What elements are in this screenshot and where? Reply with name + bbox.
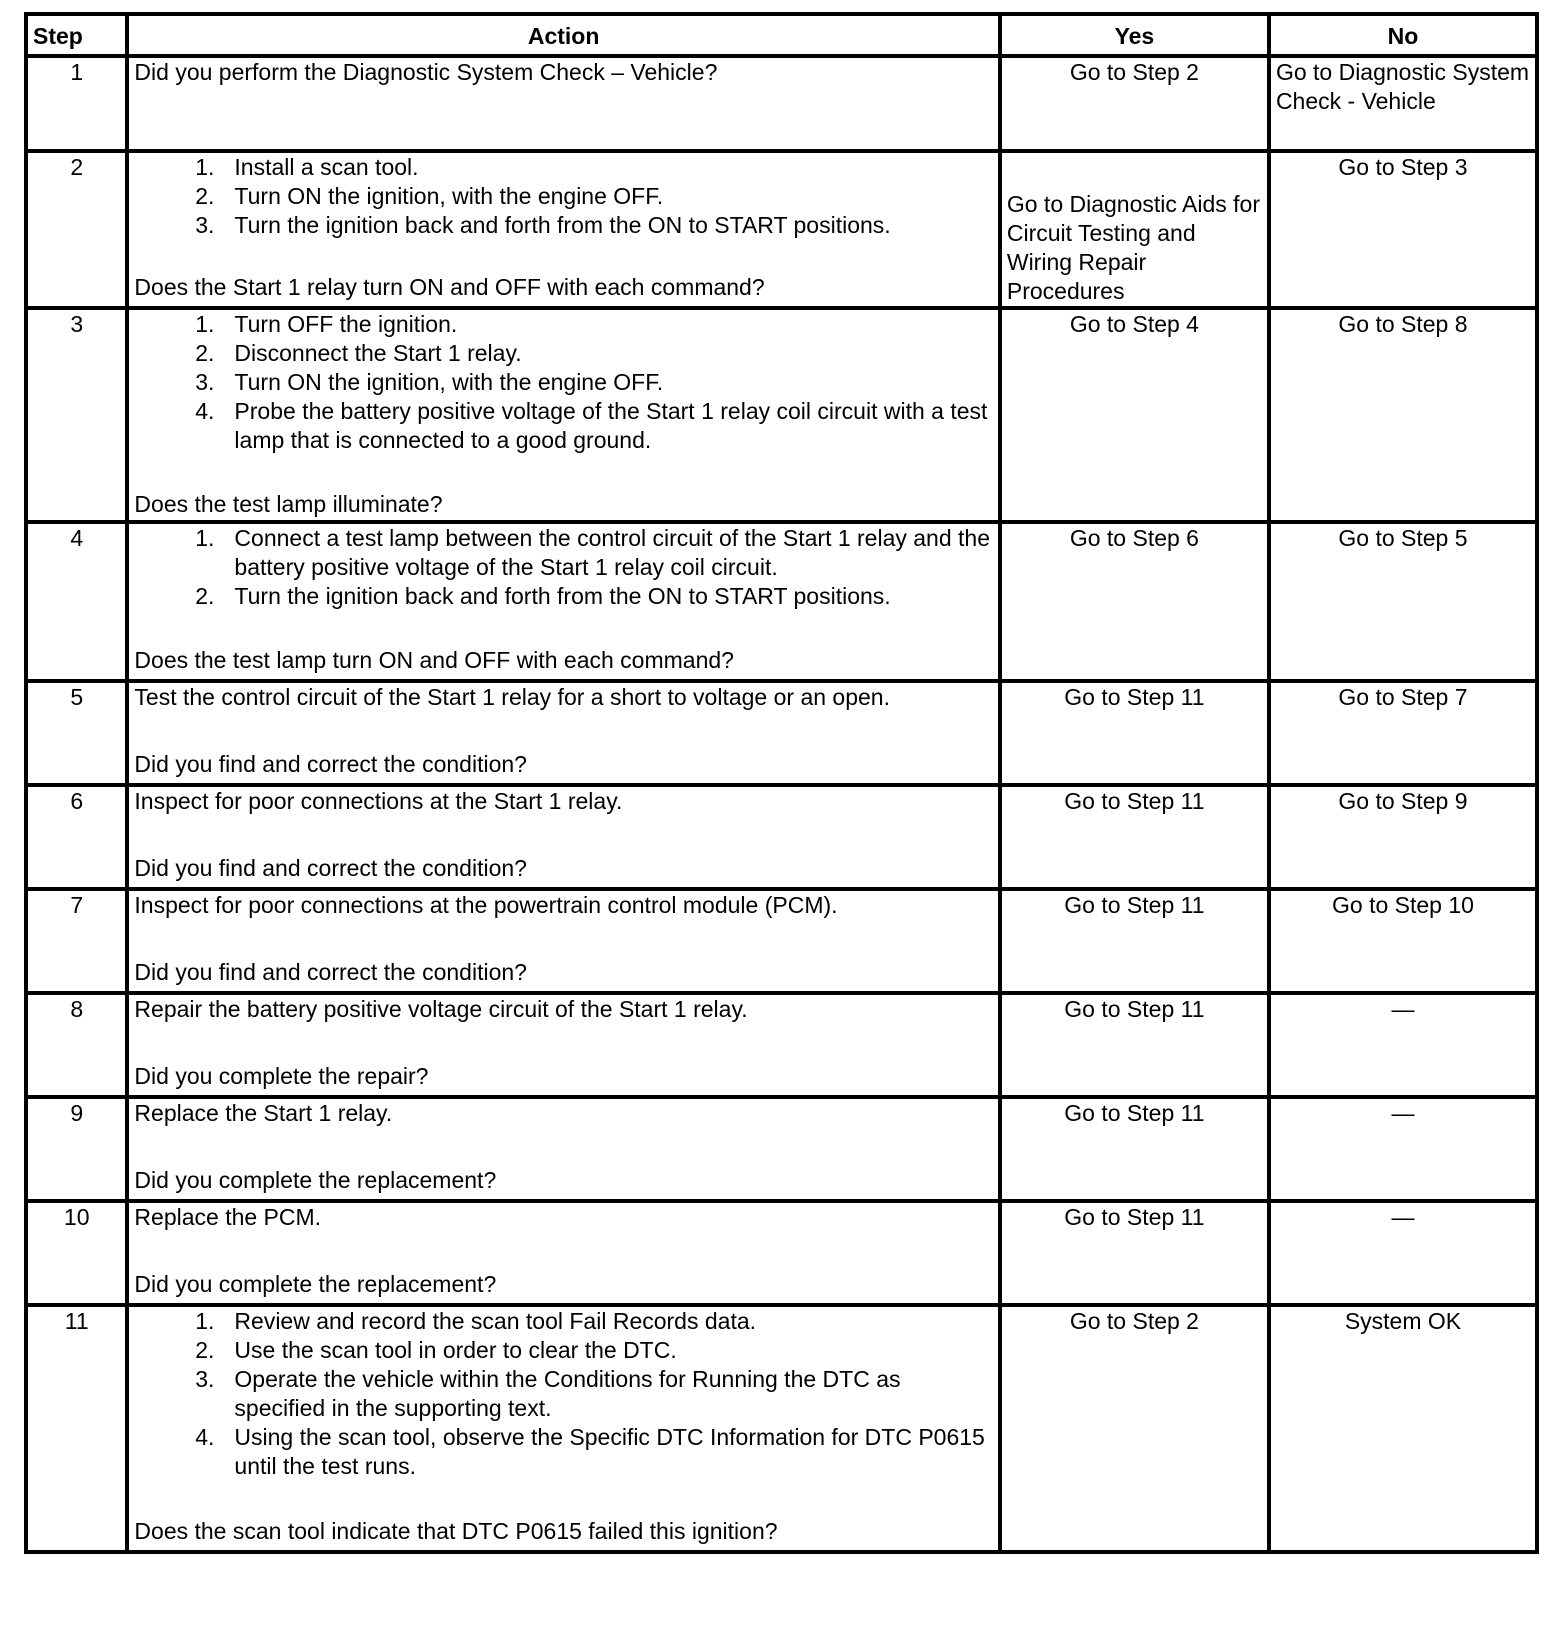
action-top: [134, 891, 992, 920]
action-cell: [127, 681, 999, 785]
step-number: 3: [26, 308, 127, 522]
action-step-number: 1.: [195, 154, 215, 180]
yes-cell: Go to Step 11: [1000, 889, 1269, 993]
action-content: [134, 1203, 992, 1299]
header-step: Step: [26, 14, 127, 56]
action-top: [134, 58, 992, 87]
action-step-text: Turn the ignition back and forth from the ON to START positions.: [234, 212, 891, 238]
action-content: [134, 524, 992, 675]
no-cell: Go to Step 9: [1269, 785, 1537, 889]
table-row-step-6: [26, 785, 1537, 889]
action-step-text: Probe the battery positive voltage of the Start 1 relay coil circuit with a test lamp that is connected to a good ground.: [234, 398, 988, 453]
action-question: Does the scan tool indicate that DTC P0615 failed this ignition?: [134, 1518, 778, 1544]
action-steps-list: [134, 524, 992, 611]
action-step-text: Turn the ignition back and forth from the ON to START positions.: [234, 583, 891, 609]
action-step-number: 1.: [195, 1308, 215, 1334]
step-number: 1: [26, 56, 127, 151]
action-step-text: Operate the vehicle within the Conditions for Running the DTC as specified in the supporting text.: [234, 1366, 901, 1421]
action-content: [134, 153, 992, 302]
action-cell: [127, 1305, 999, 1552]
action-cell: [127, 785, 999, 889]
action-step-item: [195, 1423, 992, 1481]
action-question: Did you find and correct the condition?: [134, 751, 527, 777]
action-question: Did you complete the replacement?: [134, 1167, 497, 1193]
action-step-text: Connect a test lamp between the control circuit of the Start 1 relay and the battery positive voltage of the Start 1 relay coil circuit.: [234, 525, 991, 580]
action-step-number: 2.: [195, 340, 215, 366]
action-content: [134, 891, 992, 987]
action-step-text: Disconnect the Start 1 relay.: [234, 340, 522, 366]
no-cell: Go to Step 7: [1269, 681, 1537, 785]
no-cell: Go to Step 3: [1269, 151, 1537, 308]
action-step-number: 1.: [195, 525, 215, 551]
action-step-item: [195, 397, 992, 455]
action-instruction: Inspect for poor connections at the Start 1 relay.: [134, 788, 623, 814]
action-instruction: Did you perform the Diagnostic System Check – Vehicle?: [134, 59, 718, 85]
action-step-number: 3.: [195, 212, 215, 238]
action-step-text: Turn OFF the ignition.: [234, 311, 458, 337]
yes-cell: Go to Step 4: [1000, 308, 1269, 522]
action-step-number: 3.: [195, 1366, 215, 1392]
action-step-item: [195, 524, 992, 582]
action-step-item: [195, 153, 992, 182]
action-question: Does the test lamp illuminate?: [134, 491, 443, 517]
action-step-text: Turn ON the ignition, with the engine OFF.: [234, 369, 664, 395]
table-row-step-10: [26, 1201, 1537, 1305]
action-step-text: Use the scan tool in order to clear the DTC.: [234, 1337, 677, 1363]
action-steps-list: [134, 153, 992, 240]
header-no: No: [1269, 14, 1537, 56]
action-step-item: [195, 310, 992, 339]
yes-cell: Go to Step 11: [1000, 785, 1269, 889]
action-instruction: Inspect for poor connections at the powertrain control module (PCM).: [134, 892, 838, 918]
action-step-number: 2.: [195, 583, 215, 609]
table-row-step-3: [26, 308, 1537, 522]
action-cell: [127, 522, 999, 681]
action-top: [134, 524, 992, 611]
action-content: [134, 1099, 992, 1195]
table-row-step-5: [26, 681, 1537, 785]
action-step-number: 4.: [195, 398, 215, 424]
action-step-number: 2.: [195, 183, 215, 209]
action-question: Did you complete the replacement?: [134, 1271, 497, 1297]
table-row-step-9: [26, 1097, 1537, 1201]
yes-cell: Go to Step 11: [1000, 1201, 1269, 1305]
action-steps-list: [134, 310, 992, 455]
action-step-text: Install a scan tool.: [234, 154, 419, 180]
no-cell: —: [1269, 993, 1537, 1097]
action-top: [134, 153, 992, 240]
no-cell: —: [1269, 1097, 1537, 1201]
no-cell: Go to Diagnostic System Check - Vehicle: [1269, 56, 1537, 151]
yes-cell: Go to Diagnostic Aids for Circuit Testing and Wiring Repair Procedures: [1000, 151, 1269, 308]
action-instruction: Repair the battery positive voltage circuit of the Start 1 relay.: [134, 996, 748, 1022]
no-cell: —: [1269, 1201, 1537, 1305]
no-cell: Go to Step 5: [1269, 522, 1537, 681]
action-cell: [127, 308, 999, 522]
action-instruction: Replace the Start 1 relay.: [134, 1100, 393, 1126]
table-row-step-11: [26, 1305, 1537, 1552]
yes-cell: Go to Step 2: [1000, 56, 1269, 151]
yes-cell: Go to Step 11: [1000, 993, 1269, 1097]
step-number: 5: [26, 681, 127, 785]
action-top: [134, 995, 992, 1024]
action-step-number: 4.: [195, 1424, 215, 1450]
action-step-item: [195, 582, 992, 611]
action-top: [134, 787, 992, 816]
step-number: 10: [26, 1201, 127, 1305]
table-row-step-2: [26, 151, 1537, 308]
action-cell: [127, 993, 999, 1097]
action-step-item: [195, 211, 992, 240]
action-step-number: 1.: [195, 311, 215, 337]
yes-cell: Go to Step 6: [1000, 522, 1269, 681]
step-number: 9: [26, 1097, 127, 1201]
action-step-item: [195, 1307, 992, 1336]
action-cell: [127, 56, 999, 151]
action-content: [134, 1307, 992, 1546]
action-steps-list: [134, 1307, 992, 1481]
action-cell: [127, 151, 999, 308]
action-instruction: Test the control circuit of the Start 1 relay for a short to voltage or an open.: [134, 684, 890, 710]
step-number: 2: [26, 151, 127, 308]
table-row-step-1: [26, 56, 1537, 151]
action-question: Did you complete the repair?: [134, 1063, 429, 1089]
action-top: [134, 310, 992, 455]
header-row: [26, 14, 1537, 56]
step-number: 11: [26, 1305, 127, 1552]
action-top: [134, 1307, 992, 1481]
action-top: [134, 1203, 992, 1232]
step-number: 4: [26, 522, 127, 681]
diagnostic-table-container: [24, 12, 1539, 1554]
header-yes: Yes: [1000, 14, 1269, 56]
action-question: Did you find and correct the condition?: [134, 855, 527, 881]
yes-cell: Go to Step 11: [1000, 681, 1269, 785]
action-content: [134, 58, 992, 145]
action-step-number: 3.: [195, 369, 215, 395]
action-top: [134, 1099, 992, 1128]
action-instruction: Replace the PCM.: [134, 1204, 322, 1230]
no-cell: System OK: [1269, 1305, 1537, 1552]
action-content: [134, 787, 992, 883]
action-step-number: 2.: [195, 1337, 215, 1363]
action-step-text: Review and record the scan tool Fail Records data.: [234, 1308, 757, 1334]
table-row-step-4: [26, 522, 1537, 681]
action-top: [134, 683, 992, 712]
action-step-item: [195, 1365, 992, 1423]
header-action: Action: [127, 14, 999, 56]
action-cell: [127, 889, 999, 993]
step-number: 7: [26, 889, 127, 993]
no-cell: Go to Step 10: [1269, 889, 1537, 993]
action-step-item: [195, 1336, 992, 1365]
table-row-step-8: [26, 993, 1537, 1097]
table-row-step-7: [26, 889, 1537, 993]
action-question: Did you find and correct the condition?: [134, 959, 527, 985]
step-number: 6: [26, 785, 127, 889]
action-question: Does the Start 1 relay turn ON and OFF with each command?: [134, 274, 765, 300]
step-number: 8: [26, 993, 127, 1097]
action-step-item: [195, 368, 992, 397]
action-content: [134, 683, 992, 779]
action-content: [134, 995, 992, 1091]
action-cell: [127, 1201, 999, 1305]
action-content: [134, 310, 992, 519]
action-step-item: [195, 182, 992, 211]
yes-cell: Go to Step 2: [1000, 1305, 1269, 1552]
no-cell: Go to Step 8: [1269, 308, 1537, 522]
action-question: Does the test lamp turn ON and OFF with each command?: [134, 647, 734, 673]
action-step-item: [195, 339, 992, 368]
action-step-text: Using the scan tool, observe the Specific DTC Information for DTC P0615 until the test runs.: [234, 1424, 985, 1479]
diagnostic-table: [24, 12, 1539, 1554]
yes-cell: Go to Step 11: [1000, 1097, 1269, 1201]
action-cell: [127, 1097, 999, 1201]
action-step-text: Turn ON the ignition, with the engine OFF.: [234, 183, 664, 209]
